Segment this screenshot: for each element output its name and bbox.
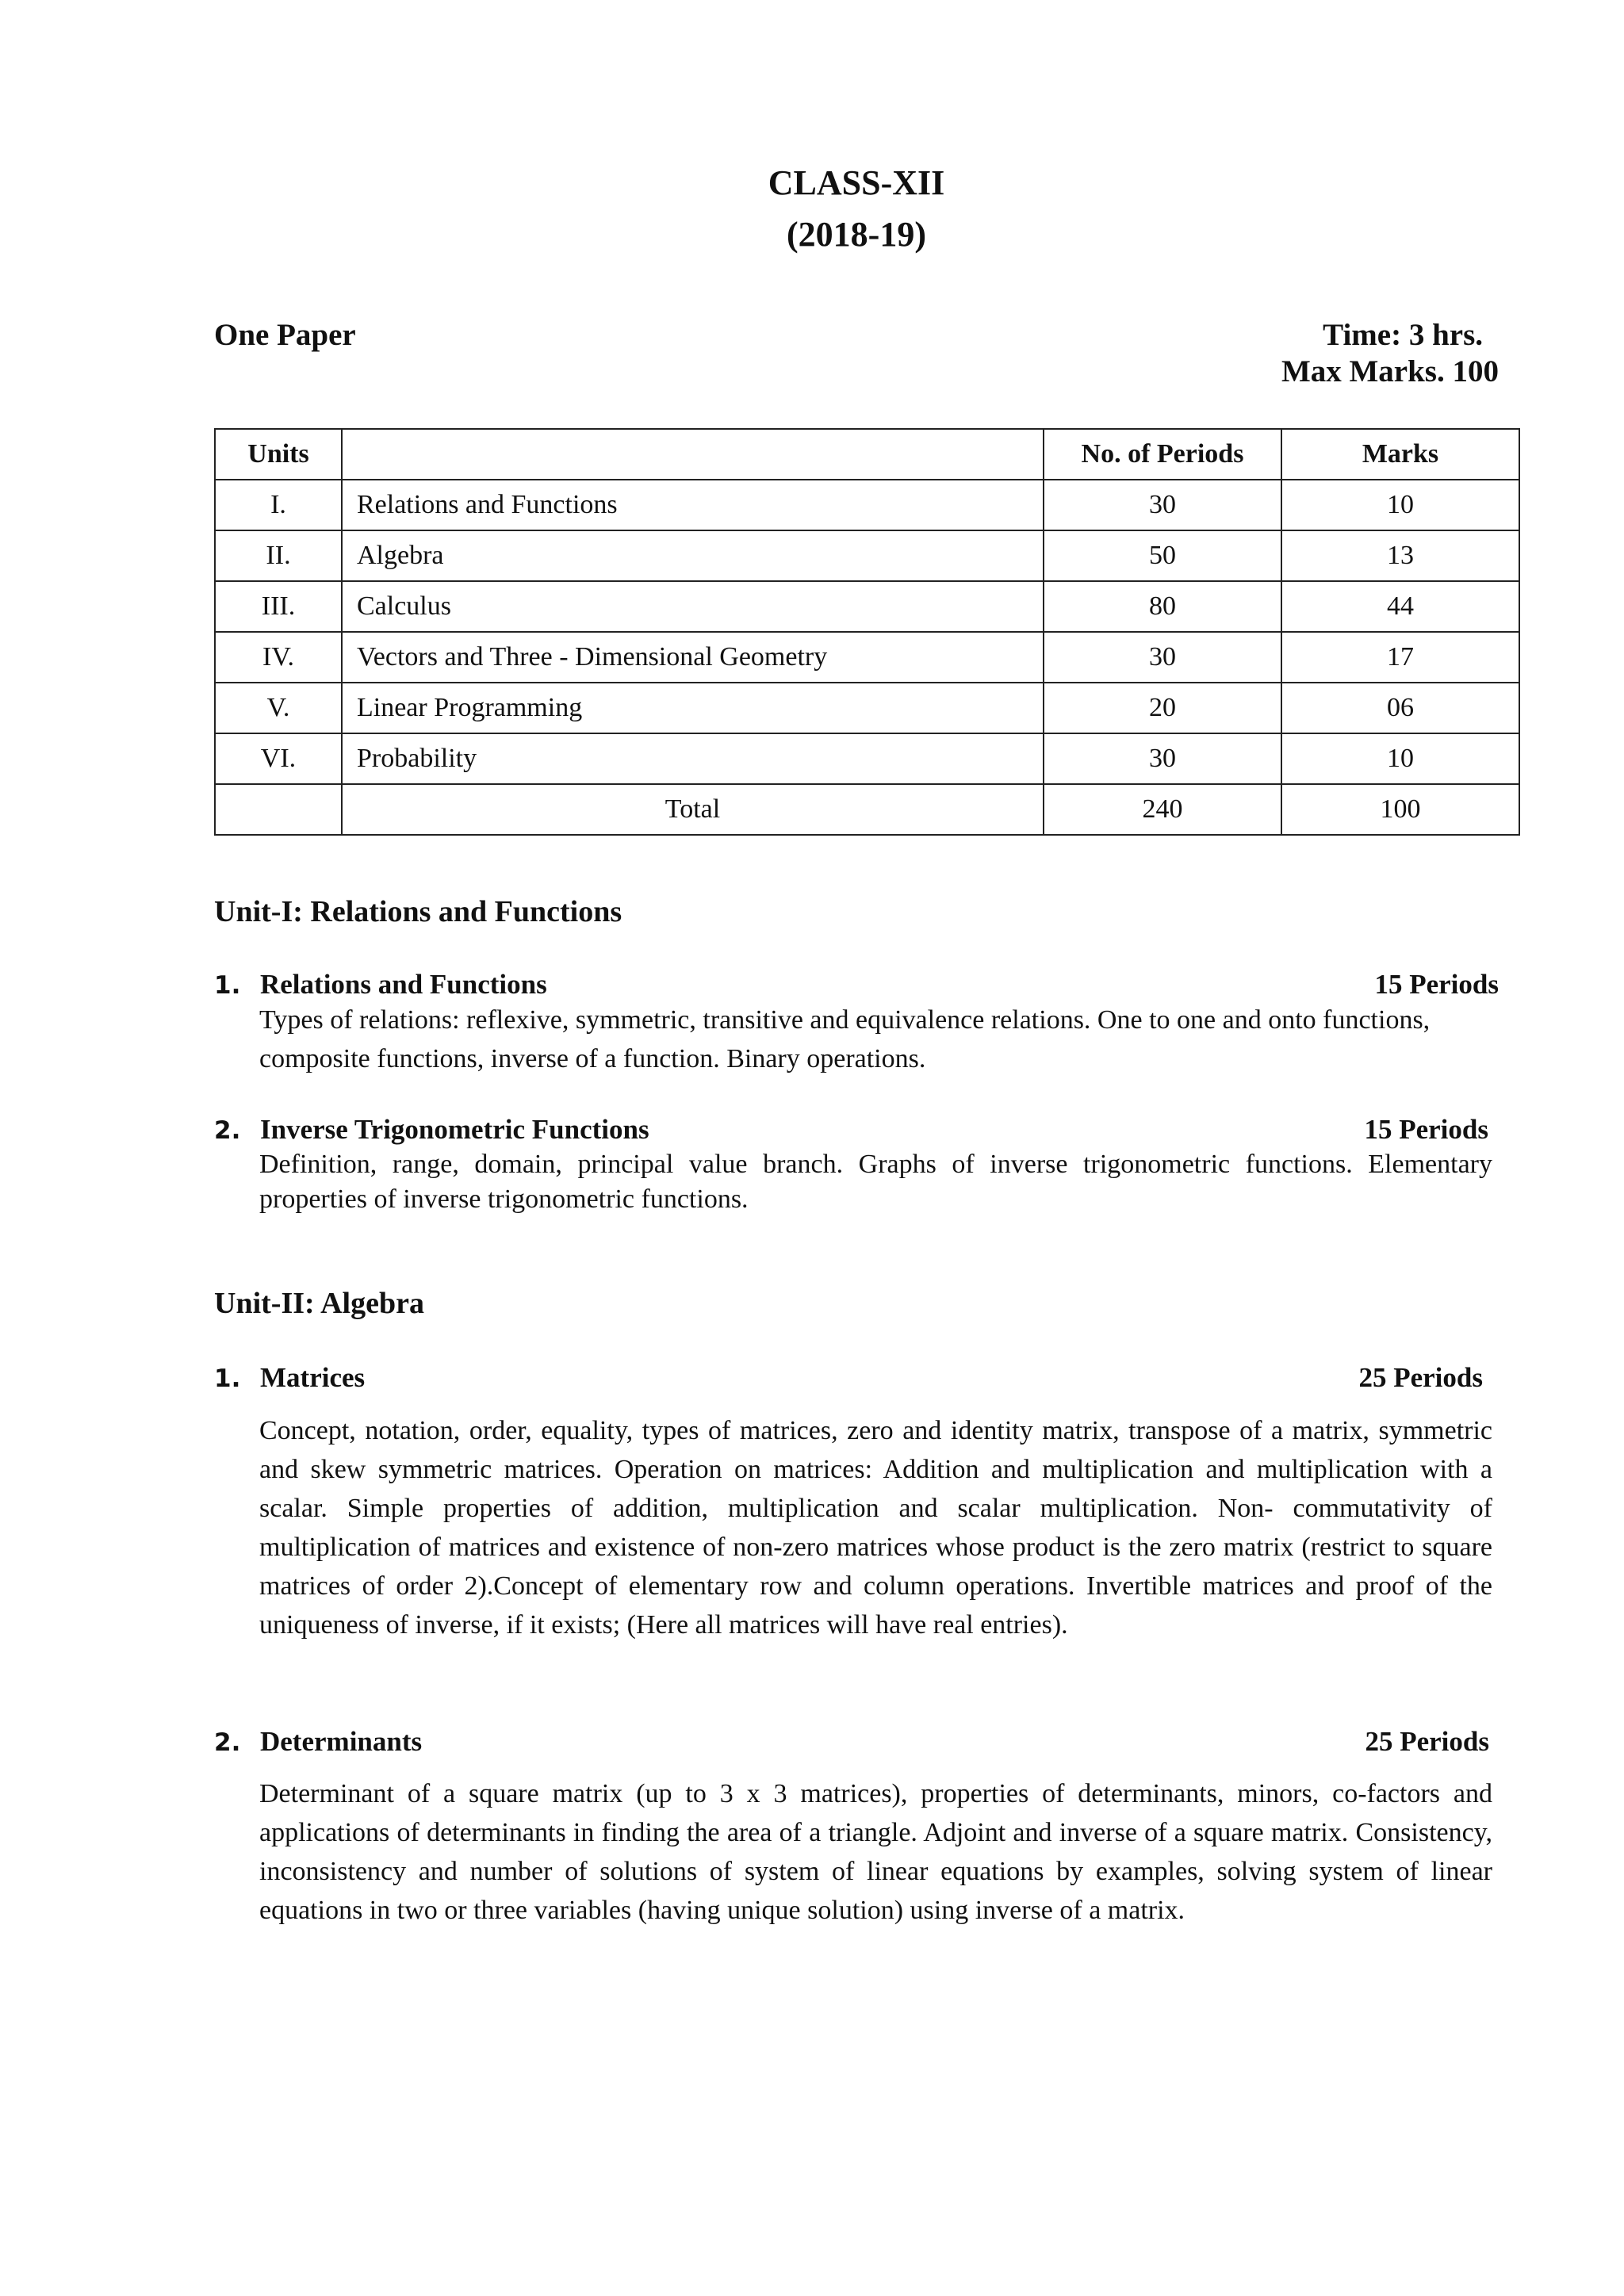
- table-row: [215, 581, 1519, 632]
- unit-periods: 80: [1044, 581, 1281, 632]
- table-row: [215, 530, 1519, 581]
- unit-2-heading: Unit-II: Algebra: [214, 1287, 424, 1320]
- section-periods: 25 Periods: [1365, 1726, 1489, 1757]
- section-body: Definition, range, domain, principal value branch. Graphs of inverse trigonometric functions. Elementary properties of inverse trigonometric functions.: [259, 1150, 1492, 1214]
- table-row: [215, 480, 1519, 530]
- section-title: Relations and Functions: [260, 969, 547, 1000]
- unit-number: VI.: [215, 733, 342, 784]
- unit-periods: 30: [1044, 480, 1281, 530]
- unit-number: I.: [215, 480, 342, 530]
- unit-periods: 50: [1044, 530, 1281, 581]
- section-heading: [214, 1362, 1483, 1394]
- section-number: 1.: [214, 971, 241, 1000]
- unit-topic: Calculus: [342, 581, 1044, 632]
- total-marks: 100: [1281, 784, 1519, 835]
- session-title: (2018-19): [787, 215, 926, 254]
- unit-1-heading: Unit-I: Relations and Functions: [214, 895, 622, 928]
- section-periods: 15 Periods: [1364, 1114, 1488, 1145]
- unit-topic: Linear Programming: [342, 683, 1044, 733]
- section-number: 1.: [214, 1364, 241, 1393]
- table-total-row: [215, 784, 1519, 835]
- unit-number: II.: [215, 530, 342, 581]
- unit-number: III.: [215, 581, 342, 632]
- marks-distribution-table: [214, 428, 1520, 836]
- unit-marks: 06: [1281, 683, 1519, 733]
- section-title: Inverse Trigonometric Functions: [260, 1114, 649, 1145]
- section-body: Determinant of a square matrix (up to 3 x 3 matrices), properties of determinants, minors, co-factors and applications of determinants in finding the area of a triangle. Adjoint and inverse of a square matrix. Consistency, inconsistency and number of solutions of system of linear equations by examples, solving system of linear equations in two or three variables (having unique solution) using inverse of a matrix.: [259, 1779, 1492, 1925]
- unit-periods: 20: [1044, 683, 1281, 733]
- section-heading: [214, 969, 1499, 1001]
- time-label: Time: 3 hrs.: [1323, 318, 1483, 352]
- unit-topic: Relations and Functions: [342, 480, 1044, 530]
- column-header-topic: [342, 429, 1044, 480]
- unit-number: IV.: [215, 632, 342, 683]
- section-periods: 15 Periods: [1374, 969, 1499, 1000]
- table-row: [215, 683, 1519, 733]
- unit-number: V.: [215, 683, 342, 733]
- table-row: [215, 632, 1519, 683]
- section-heading: [214, 1114, 1488, 1146]
- section-body: Concept, notation, order, equality, types of matrices, zero and identity matrix, transpose of a matrix, symmetric and skew symmetric matrices. Operation on matrices: Addition and multiplication and multiplication with a scalar. Simple properties of addition, multiplication and scalar multiplication. Non- commutativity of multiplication of matrices and existence of non-zero matrices whose product is the zero matrix (restrict to square matrices of order 2).Concept of elementary row and column operations. Invertible matrices and proof of the uniqueness of inverse, if it exists; (Here all matrices will have real entries).: [259, 1416, 1492, 1640]
- unit-topic: Vectors and Three - Dimensional Geometry: [342, 632, 1044, 683]
- unit-marks: 44: [1281, 581, 1519, 632]
- column-header-periods: No. of Periods: [1044, 429, 1281, 480]
- paper-label: One Paper: [214, 318, 356, 352]
- unit-topic: Algebra: [342, 530, 1044, 581]
- column-header-units: Units: [215, 429, 342, 480]
- unit-topic: Probability: [342, 733, 1044, 784]
- total-label: Total: [342, 784, 1044, 835]
- section-title: Determinants: [260, 1726, 423, 1757]
- section-heading: [214, 1726, 1489, 1758]
- column-header-marks: Marks: [1281, 429, 1519, 480]
- unit-marks: 10: [1281, 480, 1519, 530]
- unit-periods: 30: [1044, 733, 1281, 784]
- unit-marks: 10: [1281, 733, 1519, 784]
- max-marks-label: Max Marks. 100: [1281, 354, 1499, 388]
- empty-cell: [215, 784, 342, 835]
- section-number: 2.: [214, 1728, 241, 1757]
- section-body: Types of relations: reflexive, symmetric, transitive and equivalence relations. One to one and onto functions, composite functions, inverse of a function. Binary operations.: [259, 1005, 1431, 1073]
- section-number: 2.: [214, 1116, 241, 1145]
- unit-marks: 13: [1281, 530, 1519, 581]
- section-periods: 25 Periods: [1358, 1362, 1483, 1393]
- section-title: Matrices: [260, 1362, 366, 1393]
- class-title: CLASS-XII: [768, 163, 945, 202]
- total-periods: 240: [1044, 784, 1281, 835]
- table-header-row: [215, 429, 1519, 480]
- unit-marks: 17: [1281, 632, 1519, 683]
- unit-periods: 30: [1044, 632, 1281, 683]
- table-row: [215, 733, 1519, 784]
